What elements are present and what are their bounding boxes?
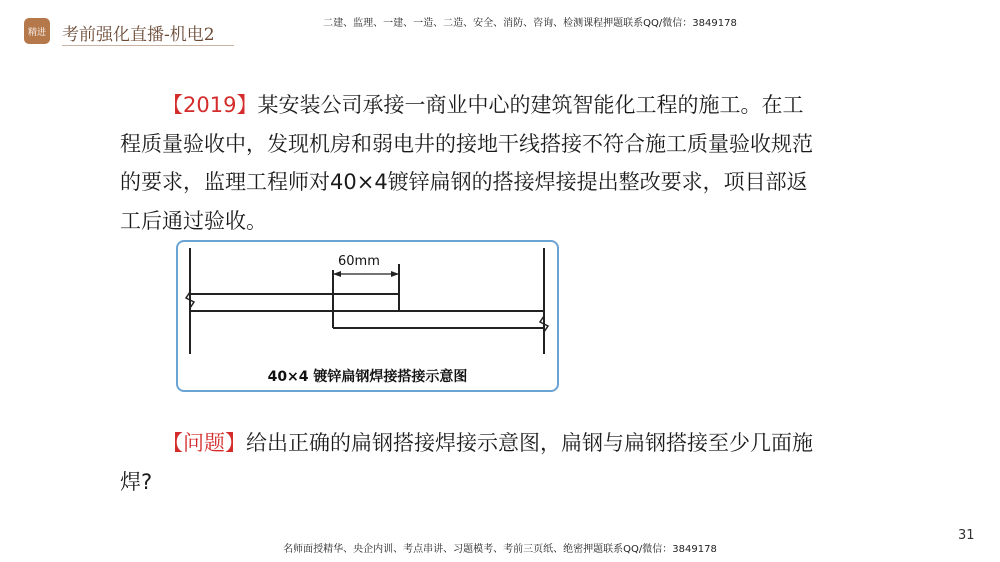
problem-tag: 【问题】	[162, 431, 246, 455]
logo-text: 精进	[27, 27, 46, 38]
footer-banner: 名师面授精华、央企内训、考点串讲、习题模考、考前三页纸、绝密押题联系QQ/微信：3849178	[283, 544, 717, 555]
problem-paragraph	[120, 424, 820, 501]
question-paragraph	[120, 86, 820, 240]
header-divider	[62, 45, 234, 46]
problem-body: 给出正确的扁钢搭接焊接示意图，扁钢与扁钢搭接至少几面施焊?	[120, 431, 813, 494]
top-banner: 二建、监理、一建、一造、二造、安全、消防、咨询、检测课程押题联系QQ/微信：3849178	[323, 18, 737, 29]
diagram-figure	[176, 240, 559, 392]
page-number: 31	[958, 528, 975, 543]
question-body: 某安装公司承接一商业中心的建筑智能化工程的施工。在工程质量验收中，发现机房和弱电井的接地干线搭接不符合施工质量验收规范的要求，监理工程师对40×4镀锌扁钢的搭接焊接提出整改要求，项目部返工后通过验收。	[120, 93, 813, 233]
diagram-caption: 40×4 镀锌扁钢焊接搭接示意图	[267, 369, 468, 385]
dimension-label: 60mm	[338, 254, 380, 269]
header-title: 考前强化直播-机电2	[62, 25, 215, 45]
year-tag: 【2019】	[162, 93, 258, 117]
